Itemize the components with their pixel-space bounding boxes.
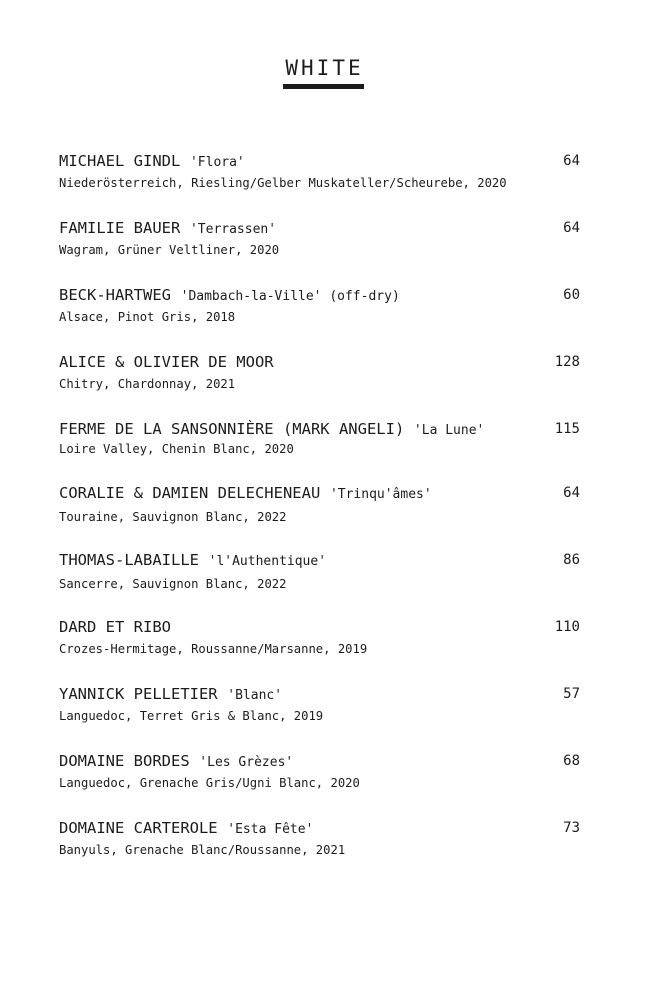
- wine-details: Sancerre, Sauvignon Blanc, 2022: [59, 577, 287, 591]
- wine-price: 128: [554, 354, 580, 370]
- wine-price: 86: [563, 552, 580, 568]
- wine-headline: [59, 352, 582, 372]
- wine-details: Languedoc, Grenache Gris/Ugni Blanc, 2020: [59, 776, 360, 790]
- wine-entry: [59, 684, 582, 725]
- wine-entry: [59, 151, 582, 192]
- wine-headline: [59, 419, 582, 439]
- wine-price: 64: [563, 220, 580, 236]
- wine-entry: [59, 617, 582, 658]
- wine-headline: [59, 285, 582, 305]
- wine-details: Crozes-Hermitage, Roussanne/Marsanne, 2019: [59, 642, 368, 656]
- wine-details: Touraine, Sauvignon Blanc, 2022: [59, 510, 287, 524]
- wine-entry: [59, 218, 582, 259]
- section-header: [0, 56, 647, 89]
- wine-producer: ALICE & OLIVIER DE MOOR: [59, 353, 274, 371]
- wine-producer: BECK-HARTWEG: [59, 286, 171, 304]
- wine-details: Banyuls, Grenache Blanc/Roussanne, 2021: [59, 843, 346, 857]
- wine-cuvee: 'Les Grèzes': [199, 755, 294, 770]
- wine-headline: [59, 218, 582, 238]
- wine-details: Languedoc, Terret Gris & Blanc, 2019: [59, 709, 324, 723]
- wine-producer: DARD ET RIBO: [59, 618, 171, 636]
- wine-producer: FERME DE LA SANSONNIÈRE (MARK ANGELI): [59, 420, 405, 438]
- wine-headline: [59, 818, 582, 838]
- wine-entry: [59, 419, 582, 458]
- wine-cuvee: 'l'Authentique': [208, 554, 327, 569]
- wine-price: 68: [563, 753, 580, 769]
- wine-producer: THOMAS-LABAILLE: [59, 551, 199, 569]
- section-title: WHITE: [283, 56, 363, 89]
- wine-headline: [59, 684, 582, 704]
- wine-details: Niederösterreich, Riesling/Gelber Muskateller/Scheurebe, 2020: [59, 176, 507, 190]
- wine-producer: YANNICK PELLETIER: [59, 685, 218, 703]
- wine-price: 60: [563, 287, 580, 303]
- wine-entry: [59, 818, 582, 859]
- wine-details: Wagram, Grüner Veltliner, 2020: [59, 243, 280, 257]
- wine-headline: [59, 550, 582, 570]
- wine-price: 110: [554, 619, 580, 635]
- wine-details: Alsace, Pinot Gris, 2018: [59, 310, 236, 324]
- wine-producer: FAMILIE BAUER: [59, 219, 181, 237]
- wine-price: 57: [563, 686, 580, 702]
- wine-cuvee: 'Flora': [189, 155, 245, 170]
- wine-entry: [59, 550, 582, 593]
- wine-price: 73: [563, 820, 580, 836]
- wine-details: Loire Valley, Chenin Blanc, 2020: [59, 442, 294, 456]
- wine-details: Chitry, Chardonnay, 2021: [59, 377, 236, 391]
- wine-cuvee: 'Blanc': [227, 688, 283, 703]
- wine-cuvee: 'Esta Fête': [227, 822, 314, 837]
- wine-headline: [59, 617, 582, 637]
- wine-price: 115: [554, 421, 580, 437]
- wine-headline: [59, 483, 582, 503]
- wine-price: 64: [563, 153, 580, 169]
- wine-producer: DOMAINE BORDES: [59, 752, 190, 770]
- wine-entry: [59, 483, 582, 526]
- wine-entry: [59, 352, 582, 393]
- wine-headline: [59, 151, 582, 171]
- wine-entry: [59, 751, 582, 792]
- wine-headline: [59, 751, 582, 771]
- wine-entry: [59, 285, 582, 326]
- wine-cuvee: 'Dambach-la-Ville' (off-dry): [180, 289, 400, 304]
- wine-cuvee: 'Terrassen': [189, 222, 277, 237]
- wine-cuvee: 'La Lune': [413, 423, 485, 438]
- wine-producer: CORALIE & DAMIEN DELECHENEAU: [59, 484, 321, 502]
- wine-cuvee: 'Trinqu'âmes': [329, 487, 432, 502]
- wine-price: 64: [563, 485, 580, 501]
- wine-producer: DOMAINE CARTEROLE: [59, 819, 218, 837]
- wine-producer: MICHAEL GINDL: [59, 152, 181, 170]
